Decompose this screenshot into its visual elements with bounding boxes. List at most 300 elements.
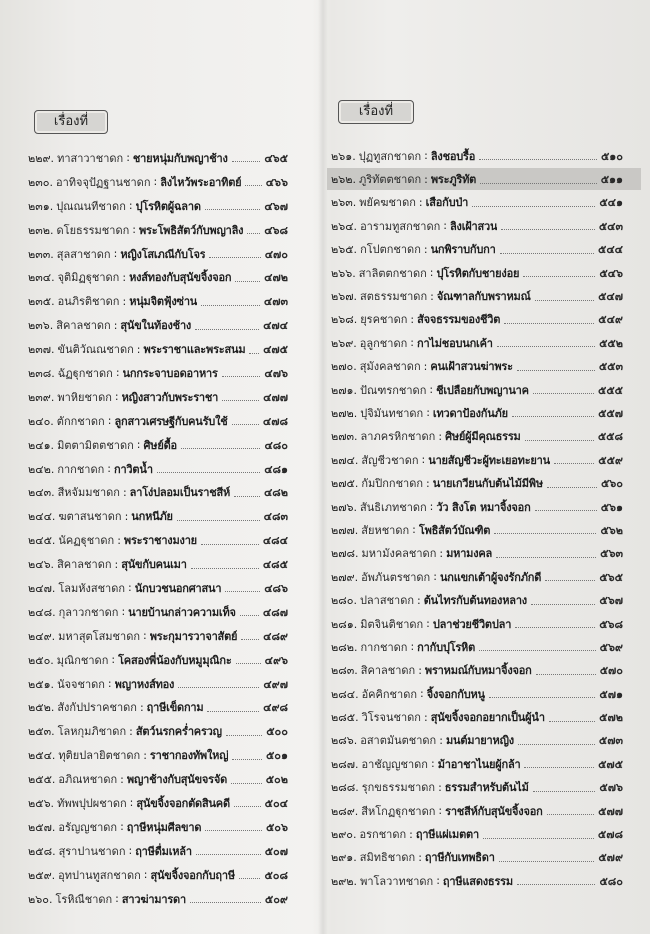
entry-number: ๒๗๙. — [331, 570, 359, 584]
dot-leader — [205, 201, 261, 210]
story-title: หญิงสาวกับพระราชา — [121, 390, 219, 404]
separator-colon: : — [410, 336, 414, 350]
page-number: ๕๐๐ — [266, 725, 288, 739]
jataka-name: สีหจัมมชาดก — [57, 486, 120, 500]
separator-colon: : — [121, 605, 126, 619]
story-title: สุนัขจิ้งจอกอยากเป็นผู้นำ — [430, 711, 545, 725]
separator-colon: : — [128, 581, 132, 595]
entry-number: ๒๓๗. — [28, 343, 55, 357]
separator-colon: : — [429, 383, 434, 397]
separator-colon: : — [115, 892, 119, 906]
contents-entry — [331, 846, 623, 869]
story-title: ฤาษีแผ่เมตตา — [415, 828, 479, 842]
contents-entry — [28, 791, 288, 815]
story-title: ราชากองทัพใหญ่ — [149, 749, 229, 763]
jataka-name: ภูริทัตตชาดก — [358, 173, 422, 187]
separator-colon: : — [143, 629, 147, 643]
dot-leader — [232, 153, 261, 162]
dot-leader — [157, 464, 260, 473]
page-number: ๔๗๐ — [264, 247, 288, 261]
dot-leader — [201, 297, 260, 306]
page-number: ๕๐๔ — [264, 796, 288, 810]
right-column-header: เรื่องที่ — [338, 100, 414, 124]
entry-number: ๒๗๔. — [331, 453, 359, 467]
separator-colon: : — [129, 796, 134, 810]
entry-number: ๒๙๒. — [331, 874, 358, 888]
dot-leader — [512, 408, 594, 417]
story-title: นักบวชนอกศาสนา — [134, 581, 222, 595]
story-title: เทวดาป้องกันภัย — [432, 406, 508, 420]
contents-entry — [331, 659, 623, 682]
entry-number: ๒๔๕. — [28, 534, 56, 548]
page-number: ๕๗๙ — [598, 851, 623, 865]
page-number: ๕๖๕ — [599, 570, 623, 584]
jataka-name: สิคาลชาดก — [360, 664, 416, 678]
contents-entry — [28, 815, 288, 839]
entry-number: ๒๗๕. — [331, 477, 359, 491]
contents-entry — [331, 331, 623, 354]
contents-entry — [331, 167, 623, 190]
jataka-name: สัยหชาดก — [361, 523, 410, 537]
dot-leader — [504, 315, 594, 324]
jataka-name: สัญชีวชาดก — [361, 453, 419, 467]
page-number: ๔๖๕ — [264, 151, 288, 165]
entry-number: ๒๗๒. — [331, 406, 358, 420]
jataka-name: อารามทูสกชาดก — [360, 219, 441, 233]
contents-entry — [331, 542, 623, 565]
separator-colon: : — [420, 687, 424, 701]
separator-colon: : — [120, 772, 124, 786]
separator-colon: : — [153, 175, 158, 189]
dot-leader — [209, 249, 260, 258]
entry-number: ๒๗๓. — [331, 430, 358, 444]
page-number: ๕๐๑ — [265, 749, 288, 763]
dot-leader — [554, 455, 594, 464]
story-title: ฤาษีหนุ่มศีลขาด — [126, 820, 202, 834]
dot-leader — [535, 502, 597, 511]
contents-entry — [28, 385, 288, 409]
contents-entry — [331, 869, 623, 892]
story-title: สุนัขจิ้งจอกกับฤาษี — [150, 868, 235, 882]
jataka-name: อสาตมันตชาดก — [360, 734, 437, 748]
page-number: ๕๗๑ — [599, 687, 623, 701]
contents-entry — [331, 588, 623, 611]
contents-entry — [28, 361, 288, 385]
contents-entry — [28, 337, 288, 361]
page-number: ๔๗๖ — [264, 366, 288, 380]
dot-leader — [226, 727, 262, 736]
separator-colon: : — [122, 294, 127, 308]
story-title: กาวิตน้ำ — [114, 462, 153, 476]
entry-number: ๒๖๙. — [331, 336, 357, 350]
entry-number: ๒๖๑. — [331, 149, 356, 163]
dot-leader — [177, 512, 260, 521]
story-title: มนต์มายาหญิง — [445, 734, 514, 748]
contents-entry — [28, 480, 288, 504]
story-title: กากับปุโรหิต — [417, 640, 476, 654]
left-contents-list — [28, 146, 288, 911]
separator-colon: : — [115, 366, 120, 380]
jataka-name: อุลูกชาดก — [359, 336, 408, 350]
contents-entry — [331, 822, 623, 845]
entry-number: ๒๖๓. — [331, 196, 357, 210]
contents-entry — [331, 682, 623, 705]
story-title: ฤาษีแสดงธรรม — [442, 874, 513, 888]
entry-number: ๒๘๙. — [331, 804, 359, 818]
story-title: พญาช้างกับสุนัขจรจัด — [126, 773, 228, 787]
entry-number: ๒๔๔. — [28, 510, 56, 524]
contents-entry — [331, 355, 623, 378]
dot-leader — [178, 679, 259, 688]
separator-colon: : — [410, 640, 415, 654]
story-title: จัณฑาลกับพราหมณ์ — [436, 290, 531, 304]
dot-leader — [479, 642, 596, 651]
contents-entry — [28, 719, 288, 743]
page-number: ๕๖๓ — [600, 547, 623, 561]
contents-entry — [331, 191, 623, 214]
separator-colon: : — [120, 820, 124, 834]
page-number: ๕๑๑ — [600, 173, 623, 187]
story-title: ปุโรหิตผู้ฉลาด — [135, 199, 201, 213]
entry-number: ๒๖๘. — [331, 313, 358, 327]
jataka-name: วิโรจนชาดก — [361, 711, 421, 725]
jataka-name: นัคฏฐุชาดก — [58, 534, 115, 548]
contents-entry — [28, 457, 288, 481]
separator-colon: : — [418, 663, 422, 677]
page-number: ๕๕๗ — [598, 406, 623, 420]
story-title: กาไม่ชอบนกเค้า — [416, 336, 493, 350]
entry-number: ๒๘๗. — [331, 757, 359, 771]
contents-entry — [28, 863, 288, 887]
separator-colon: : — [113, 318, 118, 332]
dot-leader — [225, 583, 260, 592]
separator-colon: : — [122, 485, 127, 499]
page-number: ๔๗๗ — [263, 390, 288, 404]
page-number: ๕๗๖ — [599, 781, 623, 795]
contents-entry — [28, 313, 288, 337]
separator-colon: : — [111, 653, 116, 667]
story-title: ลูกสาวเศรษฐีกับคนรับใช้ — [114, 414, 228, 428]
jataka-name: อุทปานทูสกชาดก — [58, 868, 141, 882]
jataka-name: กัมปิกกชาดก — [361, 477, 424, 491]
entry-number: ๒๓๓. — [28, 247, 54, 261]
jataka-name: พาหิยชาดก — [57, 390, 112, 404]
dot-leader — [496, 549, 596, 558]
contents-entry — [331, 518, 623, 541]
dot-leader — [240, 607, 259, 616]
entry-number: ๒๘๔. — [331, 687, 359, 701]
dot-leader — [523, 268, 595, 277]
entry-number: ๒๕๓. — [28, 725, 55, 739]
story-title: ลิงเฝ้าสวน — [449, 219, 498, 233]
dot-leader — [547, 479, 597, 488]
contents-entry — [331, 635, 623, 658]
contents-entry — [331, 238, 623, 261]
separator-colon: : — [409, 827, 413, 841]
story-title: หงส์ทองกับสุนัขจิ้งจอก — [129, 271, 232, 285]
dot-leader — [518, 736, 595, 745]
story-title: เสือกับป่า — [425, 196, 469, 210]
story-title: ธรรมสำหรับต้นไม้ — [444, 781, 529, 795]
entry-number: ๒๕๕. — [28, 773, 56, 787]
contents-entry — [331, 261, 623, 284]
page-number: ๕๖๙ — [599, 640, 623, 654]
contents-entry — [28, 242, 288, 266]
page-number: ๕๐๗ — [264, 844, 288, 858]
contents-entry — [28, 672, 288, 696]
page-number: ๕๕๒ — [599, 336, 623, 350]
dot-leader — [249, 345, 259, 354]
entry-number: ๒๔๙. — [28, 629, 56, 643]
page-number: ๔๗๔ — [263, 319, 288, 333]
separator-colon: : — [136, 438, 141, 452]
contents-entry — [331, 705, 623, 728]
jataka-name: พยัคฆชาดก — [359, 196, 416, 210]
page-number: ๕๖๘ — [599, 617, 623, 631]
dot-leader — [500, 245, 594, 254]
entry-number: ๒๖๐. — [28, 892, 53, 906]
story-title: สาวฆ่ามารดา — [121, 892, 186, 906]
jataka-name: อัพภันตรชาดก — [361, 570, 431, 584]
contents-entry — [331, 378, 623, 401]
entry-number: ๒๔๐. — [28, 414, 54, 428]
entry-number: ๒๕๒. — [28, 701, 55, 715]
page-number: ๔๘๓ — [263, 510, 288, 524]
entry-number: ๒๕๑. — [28, 677, 55, 691]
entry-number: ๒๓๘. — [28, 366, 55, 380]
entry-number: ๒๘๒. — [331, 640, 358, 654]
dot-leader — [222, 392, 259, 401]
jataka-name: โรหิณีชาดก — [55, 892, 113, 906]
dot-leader — [524, 759, 594, 768]
story-title: ศิษย์ผู้มีคุณธรรม — [445, 430, 521, 444]
contents-entry — [28, 528, 288, 552]
dot-leader — [517, 362, 595, 371]
page-number: ๕๗๗ — [598, 804, 623, 818]
jataka-name: มุณิกชาดก — [56, 653, 109, 667]
jataka-name: ปุณณนทีชาดก — [56, 199, 126, 213]
page-number: ๕๘๐ — [599, 874, 623, 888]
dot-leader — [247, 225, 260, 234]
separator-colon: : — [439, 733, 443, 747]
separator-colon: : — [423, 710, 428, 724]
page-number: ๕๐๖ — [265, 820, 288, 834]
jataka-name: ขันติวัณณชาดก — [57, 343, 134, 357]
jataka-name: มิตตามิตตชาดก — [57, 438, 134, 452]
story-title: หญิงโสเภณีกับโจร — [120, 247, 206, 261]
entry-number: ๒๗๑. — [331, 383, 358, 397]
jataka-name: สีหโกฏฐุกชาดก — [361, 804, 436, 818]
story-title: โพธิสัตว์บัณฑิต — [418, 523, 491, 537]
dot-leader — [235, 273, 260, 282]
page-number: ๕๔๙ — [598, 313, 623, 327]
entry-number: ๒๖๖. — [331, 266, 356, 280]
entry-number: ๒๔๑. — [28, 438, 55, 452]
page-number: ๔๘๑ — [264, 462, 288, 476]
jataka-name: โลมหังสชาดก — [58, 581, 126, 595]
entry-number: ๒๙๐. — [331, 828, 357, 842]
separator-colon: : — [430, 757, 435, 771]
story-title: ลาโง่ปลอมเป็นราชสีห์ — [129, 486, 231, 500]
entry-number: ๒๙๑. — [331, 851, 357, 865]
jataka-name: สมิทธิชาดก — [359, 851, 416, 865]
entry-number: ๒๗๗. — [331, 523, 359, 537]
left-column-header: เรื่องที่ — [34, 110, 108, 134]
separator-colon: : — [410, 312, 415, 326]
dot-leader — [232, 751, 262, 760]
page-number: ๕๖๐ — [600, 477, 623, 491]
dot-leader — [201, 536, 259, 545]
story-title: วัว สิงโต หมาจิ้งจอก — [436, 500, 531, 514]
entry-number: ๒๕๖. — [28, 796, 55, 810]
separator-colon: : — [423, 242, 428, 256]
dot-leader — [494, 525, 596, 534]
dot-leader — [533, 783, 596, 792]
jataka-name: มหาสุตโสมชาดก — [58, 629, 140, 643]
contents-entry — [28, 552, 288, 576]
jataka-name: ลาภครหิกชาดก — [360, 430, 436, 444]
separator-colon: : — [418, 195, 423, 209]
contents-entry — [331, 612, 623, 635]
entry-number: ๒๘๑. — [331, 617, 358, 631]
contents-entry — [331, 471, 623, 494]
separator-colon: : — [426, 476, 430, 490]
jataka-name: ทัพพปุปผชาดก — [57, 796, 127, 810]
page-number: ๕๖๒ — [600, 523, 623, 537]
jataka-name: นัจจชาดก — [57, 677, 105, 691]
separator-colon: : — [438, 804, 443, 818]
story-title: ลิงไหว้พระอาทิตย์ — [160, 175, 242, 189]
jataka-name: อาชัญญชาดก — [361, 757, 428, 771]
story-title: พญาหงส์ทอง — [114, 677, 175, 691]
page-number: ๔๘๗ — [262, 605, 288, 619]
page-number: ๔๘๒ — [263, 486, 288, 500]
story-title: ลิงชอบรื้อ — [430, 149, 476, 163]
page-number: ๔๘๕ — [262, 558, 288, 572]
jataka-name: อรัญญชาดก — [58, 820, 118, 834]
dot-leader — [549, 713, 595, 722]
dot-leader — [547, 806, 595, 815]
story-title: มหามงคล — [446, 547, 493, 561]
entry-number: ๒๖๔. — [331, 219, 358, 233]
story-title: ศิษย์ดื้อ — [143, 438, 177, 452]
story-title: นกแขกเต้าผู้จงรักภักดี — [439, 570, 542, 584]
contents-entry — [28, 218, 288, 242]
page-number: ๕๑๐ — [600, 149, 623, 163]
contents-entry — [331, 284, 623, 307]
contents-entry — [331, 401, 623, 424]
separator-colon: : — [122, 270, 127, 284]
story-title: สุนัขจิ้งจอกตัดสินคดี — [136, 796, 230, 810]
jataka-name: โลหกุมภิชาดก — [57, 725, 127, 739]
contents-entry — [331, 448, 623, 471]
page-number: ๕๔๑ — [599, 196, 623, 210]
jataka-name: รุกขธรรมชาดก — [361, 781, 436, 795]
separator-colon: : — [430, 289, 434, 303]
contents-entry — [331, 144, 623, 167]
jataka-name: ปุจิมันทชาดก — [360, 406, 424, 420]
jataka-name: สุราปานชาดก — [58, 844, 126, 858]
contents-entry — [331, 214, 623, 237]
separator-colon: : — [438, 429, 443, 443]
entry-number: ๒๘๘. — [331, 781, 359, 795]
story-title: ปลาช่วยชีวิตปลา — [432, 617, 512, 631]
entry-number: ๒๘๓. — [331, 664, 358, 678]
separator-colon: : — [424, 172, 428, 186]
jataka-name: พาโลวาทชาดก — [360, 874, 434, 888]
contents-entry — [28, 170, 288, 194]
entry-number: ๒๔๖. — [28, 558, 55, 572]
jataka-name: อาทิจจุปัฏฐานชาดก — [55, 175, 151, 189]
jataka-name: ตักกชาดก — [56, 414, 105, 428]
dot-leader — [489, 689, 596, 698]
dot-leader — [191, 560, 259, 569]
page-number: ๕๐๒ — [265, 773, 288, 787]
contents-entry — [28, 743, 288, 767]
page-number: ๕๔๗ — [598, 290, 623, 304]
story-title: ฤาษีดื่มเหล้า — [135, 844, 192, 858]
page-number: ๕๕๙ — [598, 453, 623, 467]
jataka-name: สิคาลชาดก — [56, 319, 111, 333]
dot-leader — [205, 822, 262, 831]
separator-colon: : — [107, 462, 111, 476]
contents-entry — [331, 565, 623, 588]
separator-colon: : — [423, 359, 428, 373]
contents-entry — [331, 729, 623, 752]
entry-number: ๒๔๓. — [28, 486, 55, 500]
entry-number: ๒๓๕. — [28, 295, 55, 309]
story-title: ฤาษีกับเทพธิดา — [424, 851, 495, 865]
page-number: ๔๗๘ — [262, 414, 288, 428]
jataka-name: สตธรรมชาดก — [360, 290, 428, 304]
story-title: พระโพธิสัตว์กับพญาลิง — [138, 223, 244, 237]
story-title: ชายหนุ่มกับพญาช้าง — [132, 151, 228, 165]
dot-leader — [207, 703, 259, 712]
separator-colon: : — [107, 677, 112, 691]
separator-colon: : — [139, 700, 144, 714]
page-number: ๕๖๑ — [600, 500, 623, 514]
entry-number: ๒๔๘. — [28, 605, 56, 619]
separator-colon: : — [113, 247, 118, 260]
page-number: ๔๖๗ — [264, 199, 288, 213]
contents-entry — [28, 887, 288, 911]
contents-entry — [331, 425, 623, 448]
contents-entry — [28, 433, 288, 457]
story-title: พระราชาและพระสนม — [143, 343, 246, 357]
dot-leader — [499, 853, 595, 862]
story-title: ฤาษีเข็ดกาม — [146, 701, 204, 715]
entry-number: ๒๖๕. — [331, 243, 358, 257]
story-title: ปุโรหิตกับชายง่อย — [436, 266, 520, 280]
dot-leader — [236, 655, 261, 664]
separator-colon: : — [128, 199, 133, 213]
separator-colon: : — [143, 748, 147, 762]
contents-entry — [28, 767, 288, 791]
separator-colon: : — [117, 533, 121, 547]
separator-colon: : — [429, 266, 434, 280]
dot-leader — [501, 221, 595, 230]
separator-colon: : — [436, 874, 440, 888]
page-number: ๔๘๖ — [264, 581, 288, 595]
entry-number: ๒๘๐. — [331, 594, 357, 608]
separator-colon: : — [114, 390, 119, 404]
entry-number: ๒๓๑. — [28, 199, 54, 213]
dot-leader — [234, 798, 261, 807]
separator-colon: : — [132, 223, 136, 237]
book-spine-shadow — [318, 0, 328, 934]
contents-entry — [28, 648, 288, 672]
dot-leader — [190, 894, 261, 903]
